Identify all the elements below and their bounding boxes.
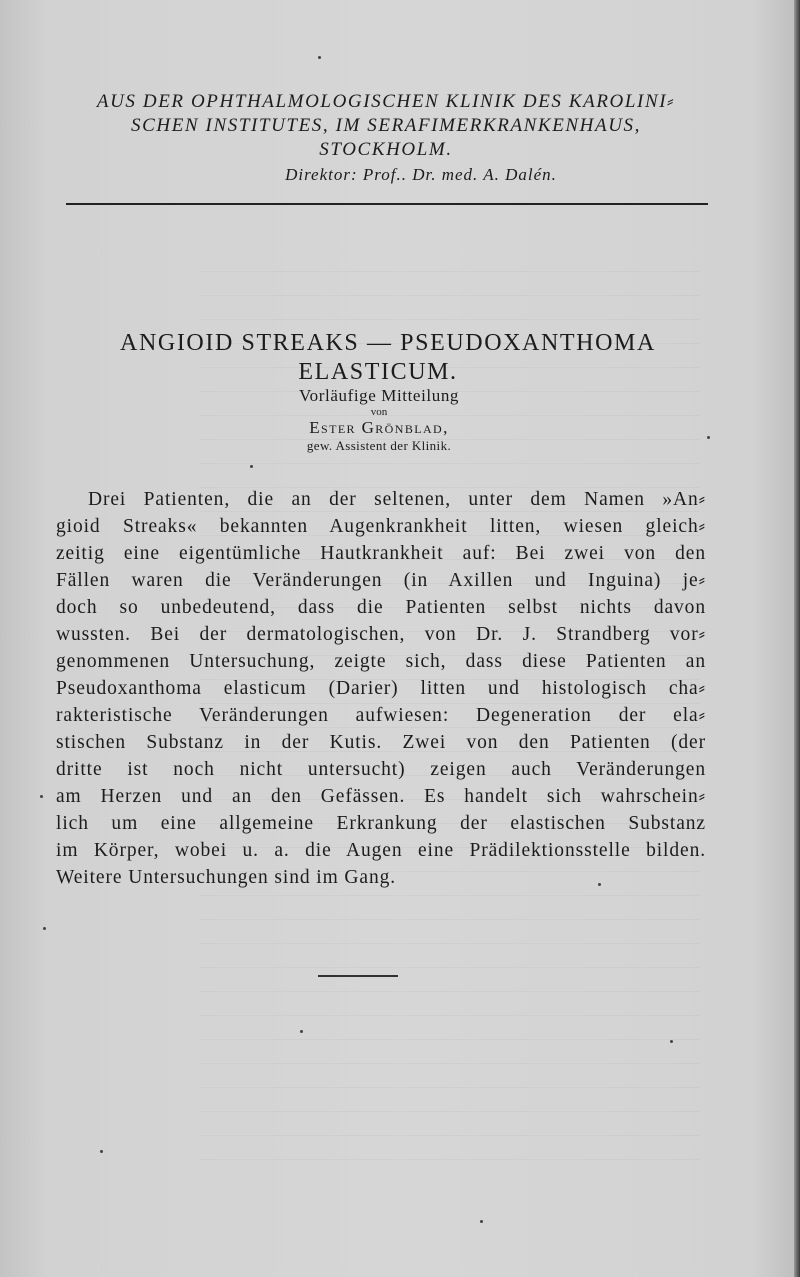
body-line: rakteristische Veränderungen aufwiesen: Degeneration der ela⸗ bbox=[56, 705, 706, 726]
body-line: dritte ist noch nicht untersucht) zeigen auch Veränderungen bbox=[56, 759, 706, 780]
body-line: gioid Streaks« bekannten Augenkrankheit litten, wiesen gleich⸗ bbox=[56, 516, 706, 537]
article-body bbox=[56, 486, 706, 891]
header-divider bbox=[66, 203, 708, 205]
body-line: Pseudoxanthoma elasticum (Darier) litten und histologisch cha⸗ bbox=[56, 678, 706, 699]
paper-speck bbox=[318, 56, 321, 59]
body-line: wussten. Bei der dermatologischen, von Dr. J. Strandberg vor⸗ bbox=[56, 624, 706, 645]
article-title-line-2: ELASTICUM. bbox=[298, 359, 458, 385]
author-affiliation: gew. Assistent der Klinik. bbox=[306, 438, 452, 453]
header-line-2: SCHEN INSTITUTES, IM SERAFIMERKRANKENHAUS, bbox=[131, 115, 641, 136]
article-subtitle: Vorläufige Mitteilung bbox=[298, 386, 460, 405]
paper-speck bbox=[598, 883, 601, 886]
paper-speck bbox=[43, 927, 46, 930]
clinic-header bbox=[66, 90, 706, 186]
body-line: zeitig eine eigentümliche Hautkrankheit auf: Bei zwei von den bbox=[56, 543, 706, 564]
paper-speck bbox=[250, 465, 253, 468]
body-line: genommenen Untersuchung, zeigte sich, dass diese Patienten an bbox=[56, 651, 706, 672]
paper-speck bbox=[100, 1150, 103, 1153]
director-line: Direktor: Prof.. Dr. med. A. Dalén. bbox=[285, 165, 557, 184]
body-line: am Herzen und an den Gefässen. Es handelt sich wahrschein⸗ bbox=[56, 786, 706, 807]
body-line: Drei Patienten, die an der seltenen, unter dem Namen »An⸗ bbox=[88, 489, 706, 510]
author-name: Ester Grönblad, bbox=[309, 418, 449, 437]
article-title-line-1: ANGIOID STREAKS — PSEUDOXANTHOMA bbox=[120, 330, 656, 356]
header-line-1: AUS DER OPHTHALMOLOGISCHEN KLINIK DES KAROLINI⸗ bbox=[96, 91, 676, 112]
body-line: Weitere Untersuchungen sind im Gang. bbox=[56, 867, 397, 888]
byline-von: von bbox=[370, 406, 388, 418]
body-line: Fällen waren die Veränderungen (in Axillen und Inguina) je⸗ bbox=[56, 570, 706, 591]
body-line: lich um eine allgemeine Erkrankung der elastischen Substanz bbox=[56, 813, 706, 834]
paper-speck bbox=[670, 1040, 673, 1043]
body-line: stischen Substanz in der Kutis. Zwei von den Patienten (der bbox=[56, 732, 706, 753]
body-line: im Körper, wobei u. a. die Augen eine Prädilektionsstelle bilden. bbox=[56, 840, 706, 861]
header-line-3: STOCKHOLM. bbox=[319, 139, 453, 160]
article-heading bbox=[90, 328, 686, 454]
paper-speck bbox=[480, 1220, 483, 1223]
paper-speck bbox=[707, 436, 710, 439]
body-line: doch so unbedeutend, dass die Patienten selbst nichts davon bbox=[56, 597, 706, 618]
paper-speck bbox=[40, 795, 43, 798]
paper-speck bbox=[300, 1030, 303, 1033]
page-edge-shadow bbox=[794, 0, 800, 1277]
end-divider bbox=[318, 975, 398, 977]
